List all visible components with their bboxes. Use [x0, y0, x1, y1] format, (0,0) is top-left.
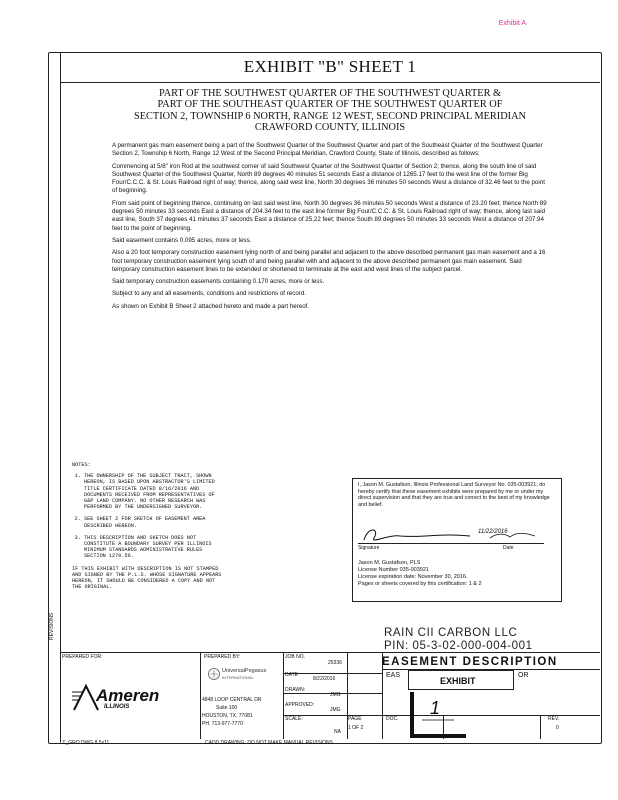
signature-date: 11/22/2016 — [478, 529, 508, 535]
ameren-wordmark: Ameren — [96, 686, 160, 705]
certification-statement: I, Jason M. Gustafson, Illinois Professional Land Surveyor No. 035-003921, do hereby certify that these easement exhibits were prepared by me or under my direct supervision and that they are true and correct to the best of my knowledge and belief. — [358, 482, 550, 508]
footer-file-name: LT_GRO.DWG 8.5x11 — [60, 740, 110, 746]
description-paragraph: Also a 20 foot temporary construction easement lying north of and being parallel and adjacent to the above described permanent gas main easement and a 16 foot temporary construction easement lying south of and being parallel with and adjacent to the above described permanent gas main easement. Said temporary construction easement lines to be extended or shortened to terminate at the east and west lines of the subject parcel. — [112, 249, 546, 273]
signature-line — [358, 543, 544, 544]
revisions-label: REVISIONS — [49, 612, 55, 640]
address-line: PH. 713-977-7770 — [202, 721, 243, 727]
page-value: 1 OF 2 — [348, 725, 364, 731]
surveyor-firm: UniversalPegasus — [222, 668, 267, 674]
signature-label: Signature — [358, 545, 380, 551]
job-number: 25336 — [328, 660, 342, 666]
exhibit-number: 1 — [430, 698, 441, 718]
scale-value: NA — [334, 729, 341, 735]
heading-line: PART OF THE SOUTHWEST QUARTER OF THE SOUTHWEST QUARTER & — [158, 88, 502, 99]
heading-line: CRAWFORD COUNTY, ILLINOIS — [254, 121, 406, 133]
surveyor-address — [202, 696, 261, 728]
notes-section — [72, 462, 222, 590]
description-paragraph: Subject to any and all easements, conditions and restrictions of record. — [112, 290, 306, 298]
note-item: 1. THE OWNERSHIP OF THE SUBJECT TRACT, SHOWN HEREON, IS BASED UPON ABSTRACTOR'S LIMITED TITLE CERTIFICATE DATED 8/16/2016 AND DOCUMENTS RECEIVED FROM REPRESENTATIVES OF G&P LAND COMPANY. NO OTHER RESEARCH WAS PERFORMED BY THE UNDERSIGNED SURVEYOR. — [84, 473, 222, 510]
description-paragraph: From said point of beginning thence, continuing on last said west line, North 30 degrees 36 minutes 50 seconds West a distance of 23.20 feet; thence North 89 degrees 50 minutes 33 seconds East a distance of 204.34 feet to the east line former Big Four/C.C.C. & St. Louis Railroad right of way; thence, along last said east line, South 37 degrees 41 minutes 37 seconds East a distance of 25.22 feet; thence South 89 degrees 50 minutes 33 seconds West a distance of 207.94 feet to the point of beginning. — [112, 199, 547, 232]
drawn-by: JMG — [330, 692, 341, 698]
notes-title: NOTES: — [72, 462, 91, 468]
note-item: 2. SEE SHEET 2 FOR SKETCH OF EASEMENT AREA DESCRIBED HEREON. — [84, 516, 222, 528]
license-number: License Number 035-003921 — [358, 567, 429, 573]
note-item: 3. THIS DESCRIPTION AND SKETCH DOES NOT CONSTITUTE A BOUNDARY SURVEY PER ILLINOIS MINIMUM STANDARDS ADMINISTRATIVE RULES SECTION 1270.56. — [84, 535, 222, 560]
legal-heading — [70, 88, 590, 133]
certification-text — [358, 482, 554, 510]
description-subtitle-left: EAS — [386, 672, 401, 679]
job-number-label: JOB NO. — [285, 654, 306, 660]
rev-value: 0 — [556, 725, 559, 731]
address-line: Suite 100 — [216, 705, 238, 711]
owner-name: RAIN CII CARBON LLC — [384, 627, 518, 639]
description-paragraph: Said easement contains 0.095 acres, more or less. — [112, 236, 252, 244]
description-paragraph: Commencing at 5/8" iron Rod at the southwest corner of said Southwest Quarter of the Southwest Quarter of Section 2; thence, along the south line of said Southwest Quarter of the Southwest Quarter, North 89 degrees 40 minutes 51 seconds East a distance of 1265.17 feet to the west line of the former Big Four/C.C.C. & St. Louis Railroad right of way; thence, along said west line, North 30 degrees 36 minutes 50 seconds West a distance of 32.46 feet to the point of beginning. — [112, 162, 545, 195]
address-line: HOUSTON, TX. 77081 — [202, 713, 253, 719]
parcel-pin: PIN: 05-3-02-000-004-001 — [384, 640, 533, 652]
surveyor-credentials — [358, 560, 554, 588]
description-paragraph: As shown on Exhibit B Sheet 2 attached hereto and made a part hereof. — [112, 302, 310, 310]
approved-by: JMG — [330, 707, 341, 713]
legal-description — [112, 142, 550, 315]
description-subtitle-right: OR — [518, 672, 529, 679]
exhibit-label: EXHIBIT — [440, 676, 476, 686]
date-value: 8/22/2016 — [313, 676, 336, 682]
heading-line: SECTION 2, TOWNSHIP 6 NORTH, RANGE 12 WEST, SECOND PRINCIPAL MERIDIAN — [134, 110, 526, 122]
corner-exhibit-label: Exhibit A — [498, 20, 526, 27]
pages-covered: Pages or sheets covered by this certification: 1 & 2 — [358, 581, 482, 587]
date-label: Date — [503, 545, 514, 551]
page-label: PAGE — [348, 716, 362, 722]
notes-footer: IF THIS EXHIBIT WITH DESCRIPTION IS NOT STAMPED AND SIGNED BY THE P.L.S. WHOSE SIGNATURE APPEARS HEREON, IT SHOULD BE CONSIDERED A COPY AND NOT THE ORIGINAL. — [72, 565, 222, 591]
scale-label: SCALE: — [285, 716, 303, 722]
drawn-label: DRAWN: — [285, 687, 306, 693]
prepared-by-label: PREPARED BY: — [204, 654, 241, 660]
title-band — [60, 52, 600, 83]
rev-label: REV. — [548, 716, 560, 722]
exhibit-title: EXHIBIT "B" SHEET 1 — [243, 57, 417, 76]
heading-line: PART OF THE SOUTHEAST QUARTER OF THE SOUTHWEST QUARTER OF — [157, 99, 503, 111]
address-line: 4848 LOOP CENTRAL DR — [202, 697, 262, 703]
notes-list — [72, 473, 222, 559]
license-expiration: License expiration date: November 30, 2016. — [358, 574, 468, 580]
prepared-for-label: PREPARED FOR: — [62, 654, 103, 660]
easement-description-title: EASEMENT DESCRIPTION — [382, 656, 558, 668]
surveyor-name: Jason M. Gustafson, PLS — [358, 560, 421, 566]
description-paragraph: A permanent gas main easement being a part of the Southwest Quarter of the Southwest Quarter and part of the Southeast Quarter of the Southwest Quarter Section 2, Township 6 North, Range 12 West of the Second Principal Meridian, Crawford County, State of Illinois, described as follows: — [112, 142, 543, 158]
surveyor-tagline: INTERNATIONAL — [222, 675, 254, 680]
footer-cadd-notice: CADD DRAWING: DO NOT MAKE MANUAL REVISIONS — [205, 740, 333, 746]
description-paragraph: Said temporary construction easements containing 0.170 acres, more or less. — [112, 278, 325, 286]
doc-label: DOC. — [386, 716, 399, 722]
approved-label: APPROVED: — [285, 702, 315, 708]
ameren-state: ILLINOIS — [104, 704, 130, 710]
date-field-label: DATE — [285, 672, 298, 678]
